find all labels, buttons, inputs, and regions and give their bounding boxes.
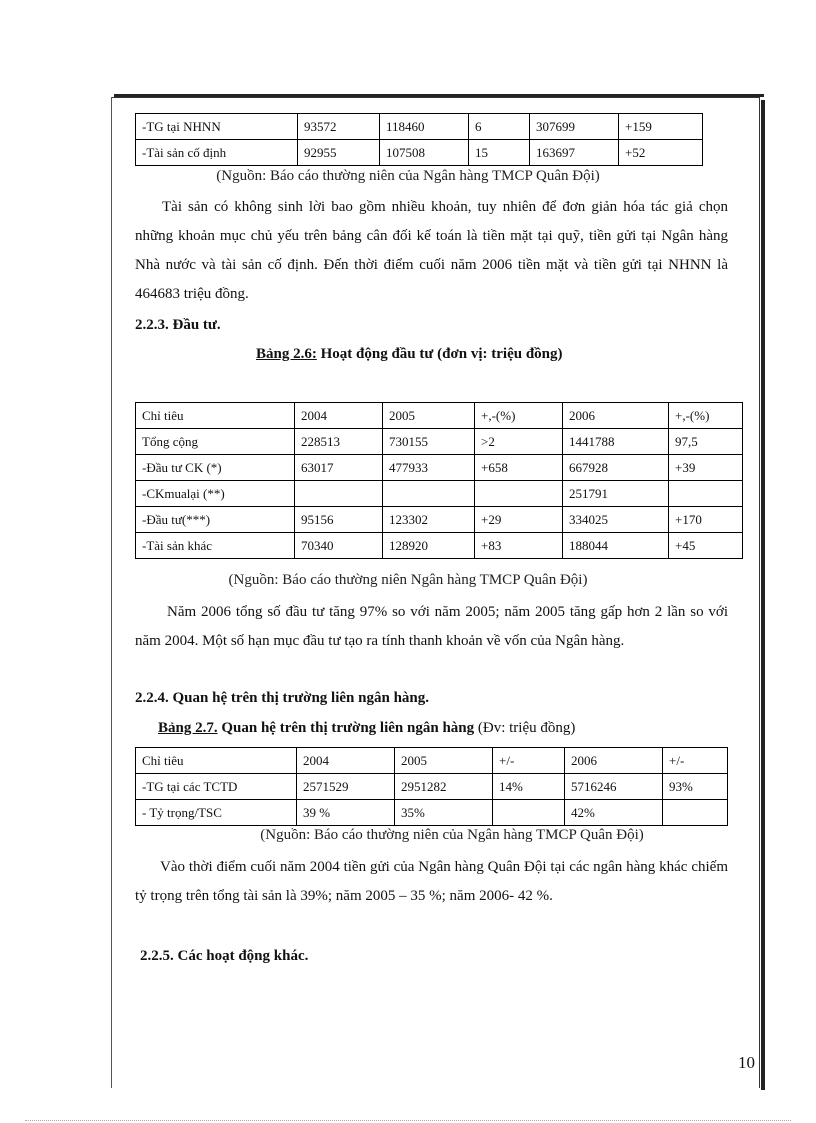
table-header-cell: 2006	[563, 403, 669, 429]
table-row	[136, 429, 743, 455]
table-cell: 93%	[663, 774, 728, 800]
table-cell: - Tỷ trọng/TSC	[136, 800, 297, 826]
table-caption-2-7	[158, 720, 575, 737]
table-header-cell: 2005	[383, 403, 475, 429]
table-cell: +159	[619, 114, 703, 140]
table-cell: +52	[619, 140, 703, 166]
table-cell: Tổng cộng	[136, 429, 295, 455]
table-caption-title: Quan hệ trên thị trường liên ngân hàng	[217, 720, 475, 736]
table-cell: -TG tại NHNN	[136, 114, 298, 140]
table-cell: 667928	[563, 455, 669, 481]
page-number: 10	[738, 1053, 755, 1072]
table-row	[136, 140, 703, 166]
table-cell: +39	[669, 455, 743, 481]
table-cell: 92955	[298, 140, 380, 166]
table-row	[136, 481, 743, 507]
table-cell	[475, 481, 563, 507]
table-cell: 70340	[295, 533, 383, 559]
table-header-cell: Chỉ tiêu	[136, 748, 297, 774]
table-cell: 107508	[380, 140, 469, 166]
table-header-cell: 2006	[565, 748, 663, 774]
table-header-cell: 2004	[297, 748, 395, 774]
table-cell: +29	[475, 507, 563, 533]
paragraph-interbank-deposits: Vào thời điểm cuối năm 2004 tiền gửi của Ngân hàng Quân Đội tại các ngân hàng khác chiếm tỷ trọng trên tổng tài sản là 39%; năm 2005 – 35 %; năm 2006- 42 %.	[135, 859, 728, 904]
table-cell	[493, 800, 565, 826]
section-heading-2-2-3: 2.2.3. Đầu tư.	[135, 317, 221, 333]
table-cell: 97,5	[669, 429, 743, 455]
table-row	[136, 748, 728, 774]
table-cell: 730155	[383, 429, 475, 455]
table-header-cell: +/-	[663, 748, 728, 774]
table-cell: 128920	[383, 533, 475, 559]
table-cell: 118460	[380, 114, 469, 140]
table-cell: 477933	[383, 455, 475, 481]
table-header-cell: 2004	[295, 403, 383, 429]
paragraph-non-earning-assets: Tài sản có không sinh lời bao gồm nhiều khoản, tuy nhiên để đơn giản hóa tác giả chọn những khoản mục chủ yếu trên bảng cân đối kế toán là tiền mặt tại quỹ, tiền gửi tại Ngân hàng Nhà nước và tài sản cố định. Đến thời điểm cuối năm 2006 tiền mặt và tiền gửi tại NHNN là 464683 triệu đồng.	[135, 199, 728, 302]
table-cell: 2951282	[395, 774, 493, 800]
table-cell: -TG tại các TCTD	[136, 774, 297, 800]
table-cell: 93572	[298, 114, 380, 140]
table-cell	[383, 481, 475, 507]
section-heading-2-2-5: 2.2.5. Các hoạt động khác.	[140, 948, 309, 964]
table-header-cell: 2005	[395, 748, 493, 774]
table-cell: +658	[475, 455, 563, 481]
source-note-3: (Nguồn: Báo cáo thường niên của Ngân hàng TMCP Quân Đội)	[260, 827, 644, 843]
page-border-left	[111, 97, 112, 1088]
table-row	[136, 800, 728, 826]
table-cell	[663, 800, 728, 826]
table-header-cell: +,-(%)	[669, 403, 743, 429]
table-cell: >2	[475, 429, 563, 455]
table-cell: 35%	[395, 800, 493, 826]
table-row	[136, 533, 743, 559]
table-caption-label: Bảng 2.6:	[256, 346, 317, 362]
table-cell: 39 %	[297, 800, 395, 826]
table-cell: 307699	[530, 114, 619, 140]
table-cell: 334025	[563, 507, 669, 533]
table-cell: 6	[469, 114, 530, 140]
table-cell: 163697	[530, 140, 619, 166]
table-cell: 1441788	[563, 429, 669, 455]
table-cell: 2571529	[297, 774, 395, 800]
table-caption-label: Bảng 2.7.	[158, 720, 218, 736]
table-cell: +83	[475, 533, 563, 559]
table-row	[136, 507, 743, 533]
section-heading-2-2-4: 2.2.4. Quan hệ trên thị trường liên ngân hàng.	[135, 690, 430, 706]
table-interbank-relations	[135, 747, 728, 826]
source-note-1: (Nguồn: Báo cáo thường niên của Ngân hàng TMCP Quân Đội)	[216, 168, 600, 184]
page-border-shadow-right	[761, 100, 765, 1090]
table-cell: 15	[469, 140, 530, 166]
table-cell: 14%	[493, 774, 565, 800]
table-cell: +170	[669, 507, 743, 533]
table-cell: 123302	[383, 507, 475, 533]
table-cell: -Tài sản khác	[136, 533, 295, 559]
table-row	[136, 114, 703, 140]
table-cell: -Đầu tư(***)	[136, 507, 295, 533]
table-header-cell: +,-(%)	[475, 403, 563, 429]
table-header-cell: Chỉ tiêu	[136, 403, 295, 429]
source-note-2: (Nguồn: Báo cáo thường niên Ngân hàng TMCP Quân Đội)	[228, 572, 588, 588]
table-row	[136, 774, 728, 800]
table-cell	[295, 481, 383, 507]
table-cell: -Tài sản cố định	[136, 140, 298, 166]
table-caption-unit: (Đv: triệu đồng)	[474, 720, 576, 736]
table-cell: 251791	[563, 481, 669, 507]
table-cell: 5716246	[565, 774, 663, 800]
table-header-cell: +/-	[493, 748, 565, 774]
table-row	[136, 403, 743, 429]
table-caption-title: Hoạt động đầu tư (đơn vị: triệu đồng)	[316, 346, 563, 362]
page-bottom-dotted-line	[25, 1120, 791, 1121]
table-cell: +45	[669, 533, 743, 559]
table-cell: 42%	[565, 800, 663, 826]
table-cell: 228513	[295, 429, 383, 455]
table-cell: -Đầu tư CK (*)	[136, 455, 295, 481]
table-cell: 63017	[295, 455, 383, 481]
table-caption-2-6	[256, 346, 563, 363]
table-investment-activities	[135, 402, 743, 559]
table-cell: -CKmualại (**)	[136, 481, 295, 507]
table-cell: 188044	[563, 533, 669, 559]
table-assets-continued	[135, 113, 703, 166]
table-cell	[669, 481, 743, 507]
paragraph-investment-growth: Năm 2006 tổng số đầu tư tăng 97% so với năm 2005; năm 2005 tăng gấp hơn 2 lần so với năm 2004. Một số hạn mục đầu tư tạo ra tính thanh khoản về vốn của Ngân hàng.	[135, 604, 728, 649]
table-row	[136, 455, 743, 481]
table-cell: 95156	[295, 507, 383, 533]
